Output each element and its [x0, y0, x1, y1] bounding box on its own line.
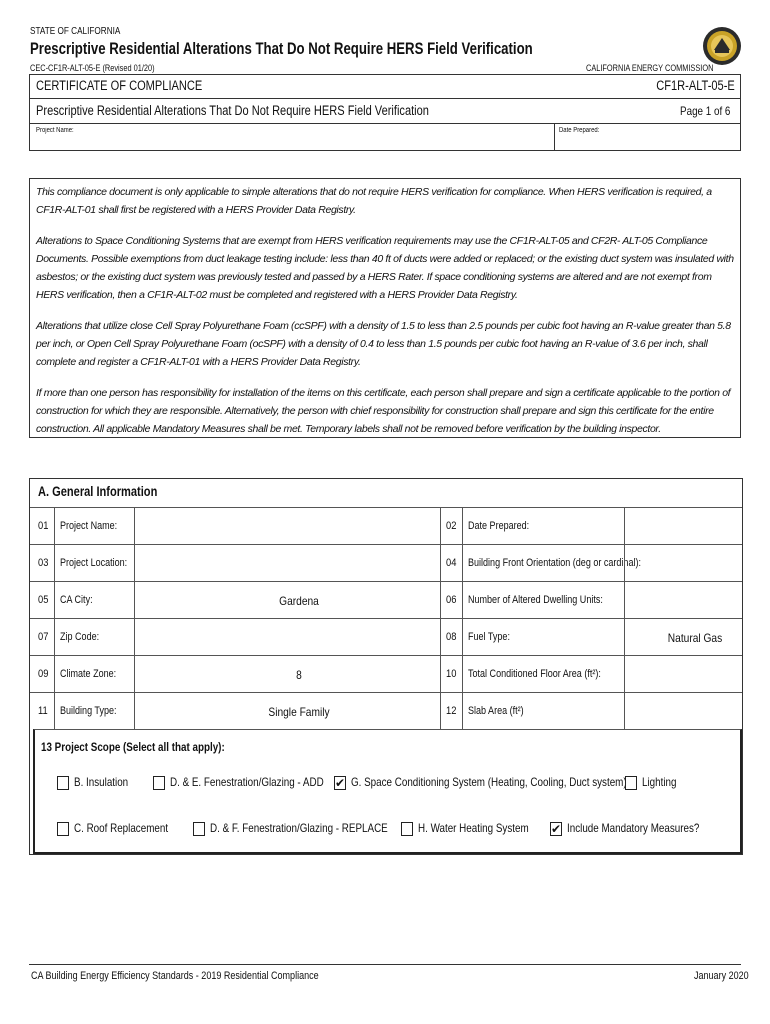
field-number: 05 — [38, 594, 49, 606]
agency-name: CALIFORNIA ENERGY COMMISSION — [586, 63, 714, 73]
field-label: Climate Zone: — [60, 668, 117, 680]
field-number: 03 — [38, 557, 49, 569]
footer-divider — [29, 964, 741, 965]
field-label: Fuel Type: — [468, 631, 510, 643]
field-number: 06 — [446, 594, 457, 606]
field-number: 11 — [38, 705, 48, 717]
field-label: Project Name: — [60, 520, 118, 532]
scope-checkbox-label: Lighting — [642, 775, 677, 789]
field-number: 07 — [38, 631, 49, 643]
field-number: 09 — [38, 668, 49, 680]
field-value[interactable]: Single Family — [268, 705, 330, 719]
scope-checkbox[interactable] — [625, 776, 637, 790]
field-value[interactable]: Gardena — [279, 594, 319, 608]
field-label: Building Front Orientation (deg or cardinal): — [468, 557, 641, 569]
project-scope-title: 13 Project Scope (Select all that apply): — [41, 740, 225, 754]
info-row — [30, 692, 742, 730]
project-name-header-label: Project Name: — [36, 127, 74, 134]
instruction-paragraph: If more than one person has responsibility for installation of the items on this certificate, each person shall prepare and sign a certificate applicable to the portion of construction for which they are responsible. Alternatively, the person with chief responsibility for construction shall prepare and sign this certificate for the entire construction. All applicable Mandatory Measures shall be met. Temporary labels shall not be removed before verification by the building inspector. — [36, 387, 731, 435]
field-label: Number of Altered Dwelling Units: — [468, 594, 603, 606]
field-number: 12 — [446, 705, 457, 717]
scope-checkbox[interactable] — [153, 776, 165, 790]
form-subtitle: Prescriptive Residential Alterations That Do Not Require HERS Field Verification — [36, 103, 429, 118]
page-number: Page 1 of 6 — [679, 104, 730, 118]
footer-standards: CA Building Energy Efficiency Standards - 2019 Residential Compliance — [31, 970, 319, 982]
field-label: Slab Area (ft²) — [468, 705, 524, 717]
info-row — [30, 618, 742, 656]
scope-checkbox[interactable] — [57, 776, 69, 790]
field-number: 02 — [446, 520, 457, 532]
field-value[interactable]: 8 — [296, 668, 302, 682]
scope-checkbox-label: H. Water Heating System — [418, 821, 529, 835]
instructions-box — [29, 178, 741, 438]
field-label: Zip Code: — [60, 631, 100, 643]
scope-checkbox-label: B. Insulation — [74, 775, 129, 789]
certificate-header-box — [29, 74, 741, 151]
info-row — [30, 507, 742, 545]
field-label: CA City: — [60, 594, 93, 606]
scope-checkbox[interactable]: ✔ — [335, 776, 346, 790]
info-row — [30, 655, 742, 693]
field-label: Date Prepared: — [468, 520, 530, 532]
field-label: Total Conditioned Floor Area (ft²): — [468, 668, 601, 680]
form-revision: CEC-CF1R-ALT-05-E (Revised 01/20) — [30, 63, 155, 73]
general-information-section — [29, 478, 743, 855]
scope-checkbox-label: G. Space Conditioning System (Heating, Cooling, Duct system) — [351, 775, 627, 789]
instruction-paragraph: This compliance document is only applicable to simple alterations that do not require HERS verification for compliance. When HERS verification is required, a CF1R-ALT-01 shall first be registered with a HERS Provider Data Registry. — [36, 186, 712, 216]
scope-checkbox[interactable] — [193, 822, 205, 836]
field-label: Project Location: — [60, 557, 128, 569]
scope-checkbox-label: C. Roof Replacement — [74, 821, 169, 835]
document-title: Prescriptive Residential Alterations That Do Not Require HERS Field Verification — [30, 40, 533, 58]
field-number: 10 — [446, 668, 457, 680]
project-scope-panel — [33, 729, 742, 854]
field-number: 04 — [446, 557, 457, 569]
footer-date: January 2020 — [694, 970, 749, 982]
info-row — [30, 581, 742, 619]
form-code: CF1R-ALT-05-E — [656, 78, 735, 93]
state-label: STATE OF CALIFORNIA — [30, 26, 121, 37]
scope-checkbox[interactable] — [57, 822, 69, 836]
date-prepared-header-label: Date Prepared: — [559, 127, 600, 134]
scope-checkbox-label: D. & F. Fenestration/Glazing - REPLACE — [210, 821, 388, 835]
scope-checkbox[interactable]: ✔ — [551, 822, 562, 836]
certificate-label: CERTIFICATE OF COMPLIANCE — [36, 78, 203, 93]
instruction-paragraph: Alterations that utilize close Cell Spray Polyurethane Foam (ccSPF) with a density of 1.5 to less than 2.5 pounds per cubic foot having an R-value greater than 5.8 per inch, or Open Cell Spray Polyurethane Foam (ocSPF) with a density of 0.4 to less than 1.5 pounds per cubic foot having an R-value of 3.6 per inch, shall complete and register a CF1R-ALT-01 with a HERS Provider Data Registry. — [36, 320, 731, 368]
scope-checkbox-label: D. & E. Fenestration/Glazing - ADD — [170, 775, 324, 789]
energy-commission-seal-icon — [702, 26, 742, 66]
instruction-paragraph: Alterations to Space Conditioning Systems that are exempt from HERS verification requirements may use the CF1R-ALT-05 and CF2R- ALT-05 Compliance Documents. Possible exemptions from duct leakage testing include: less than 40 ft of ducts were added or replaced; or the existing duct system was insulated with asbestos; or the existing duct system was previously tested and passed by a HERS Rater. If space conditioning systems are altered and are not exempt from HERS verification, then a CF1R-ALT-02 must be completed and registered with a HERS Provider Data Registry. — [36, 235, 734, 301]
field-number: 01 — [38, 520, 49, 532]
section-title: A. General Information — [38, 484, 158, 499]
field-number: 08 — [446, 631, 457, 643]
field-label: Building Type: — [60, 705, 117, 717]
info-row — [30, 544, 742, 582]
field-value[interactable]: Natural Gas — [667, 631, 723, 645]
scope-checkbox-label: Include Mandatory Measures? — [567, 821, 700, 835]
scope-checkbox[interactable] — [401, 822, 413, 836]
